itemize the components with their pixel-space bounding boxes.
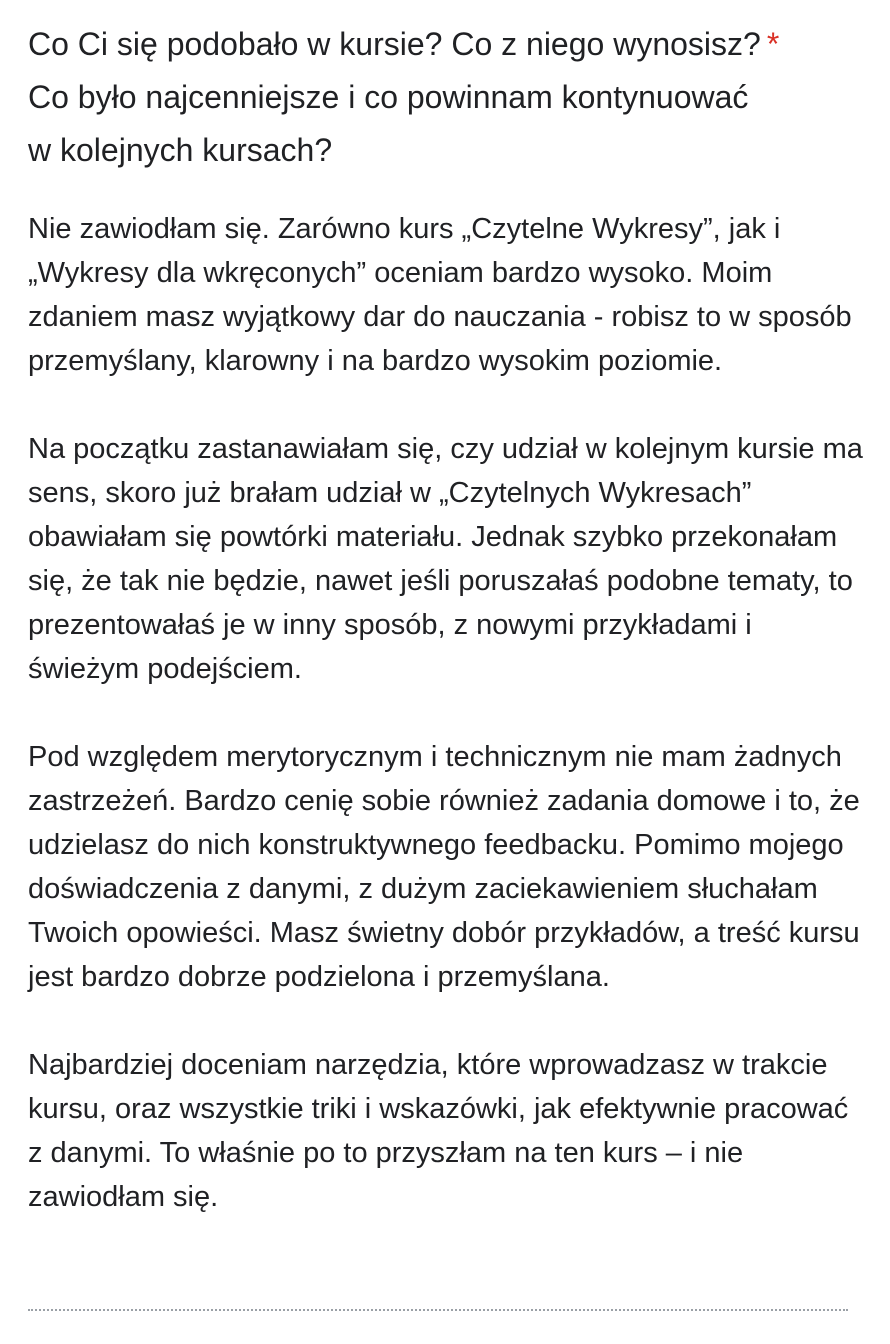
- answer-paragraph-1: Nie zawiodłam się. Zarówno kurs „Czytelne Wykresy”, jak i „Wykresy dla wkręconych” oceniam bardzo wysoko. Moim zdaniem masz wyjątkowy dar do nauczania - robisz to w sposób przemyślany, klarowny i na bardzo wysokim poziomie.: [28, 213, 852, 377]
- answer-paragraph-4: Najbardziej doceniam narzędzia, które wprowadzasz w trakcie kursu, oraz wszystkie triki i wskazówki, jak efektywnie pracować z danymi. To właśnie po to przyszłam na ten kurs – i nie zawiodłam się.: [28, 1049, 849, 1213]
- answer-paragraph-2: Na początku zastanawiałam się, czy udział w kolejnym kursie ma sens, skoro już brałam udział w „Czytelnych Wykresach” obawiałam się powtórki materiału. Jednak szybko przekonałam się, że tak nie będzie, nawet jeśli poruszałaś podobne tematy, to prezentowałaś je w inny sposób, z nowymi przykładami i świeżym podejściem.: [28, 433, 863, 685]
- answer-paragraph-3: Pod względem merytorycznym i technicznym nie mam żadnych zastrzeżeń. Bardzo cenię sobie również zadania domowe i to, że udzielasz do nich konstruktywnego feedbacku. Pomimo mojego doświadczenia z danymi, z dużym zaciekawieniem słuchałam Twoich opowieści. Masz świetny dobór przykładów, a treść kursu jest bardzo dobrze podzielona i przemyślana.: [28, 741, 860, 993]
- answer-textarea[interactable]: [28, 207, 868, 1219]
- question-title: [28, 18, 868, 177]
- required-asterisk: *: [766, 26, 780, 62]
- question-title-line-2: Co było najcenniejsze i co powinnam kontynuować: [28, 79, 749, 115]
- question-title-line-3: w kolejnych kursach?: [28, 132, 333, 168]
- question-title-line-1: Co Ci się podobało w kursie? Co z niego wynosisz?: [28, 26, 761, 62]
- answer-field-underline: [28, 1309, 848, 1311]
